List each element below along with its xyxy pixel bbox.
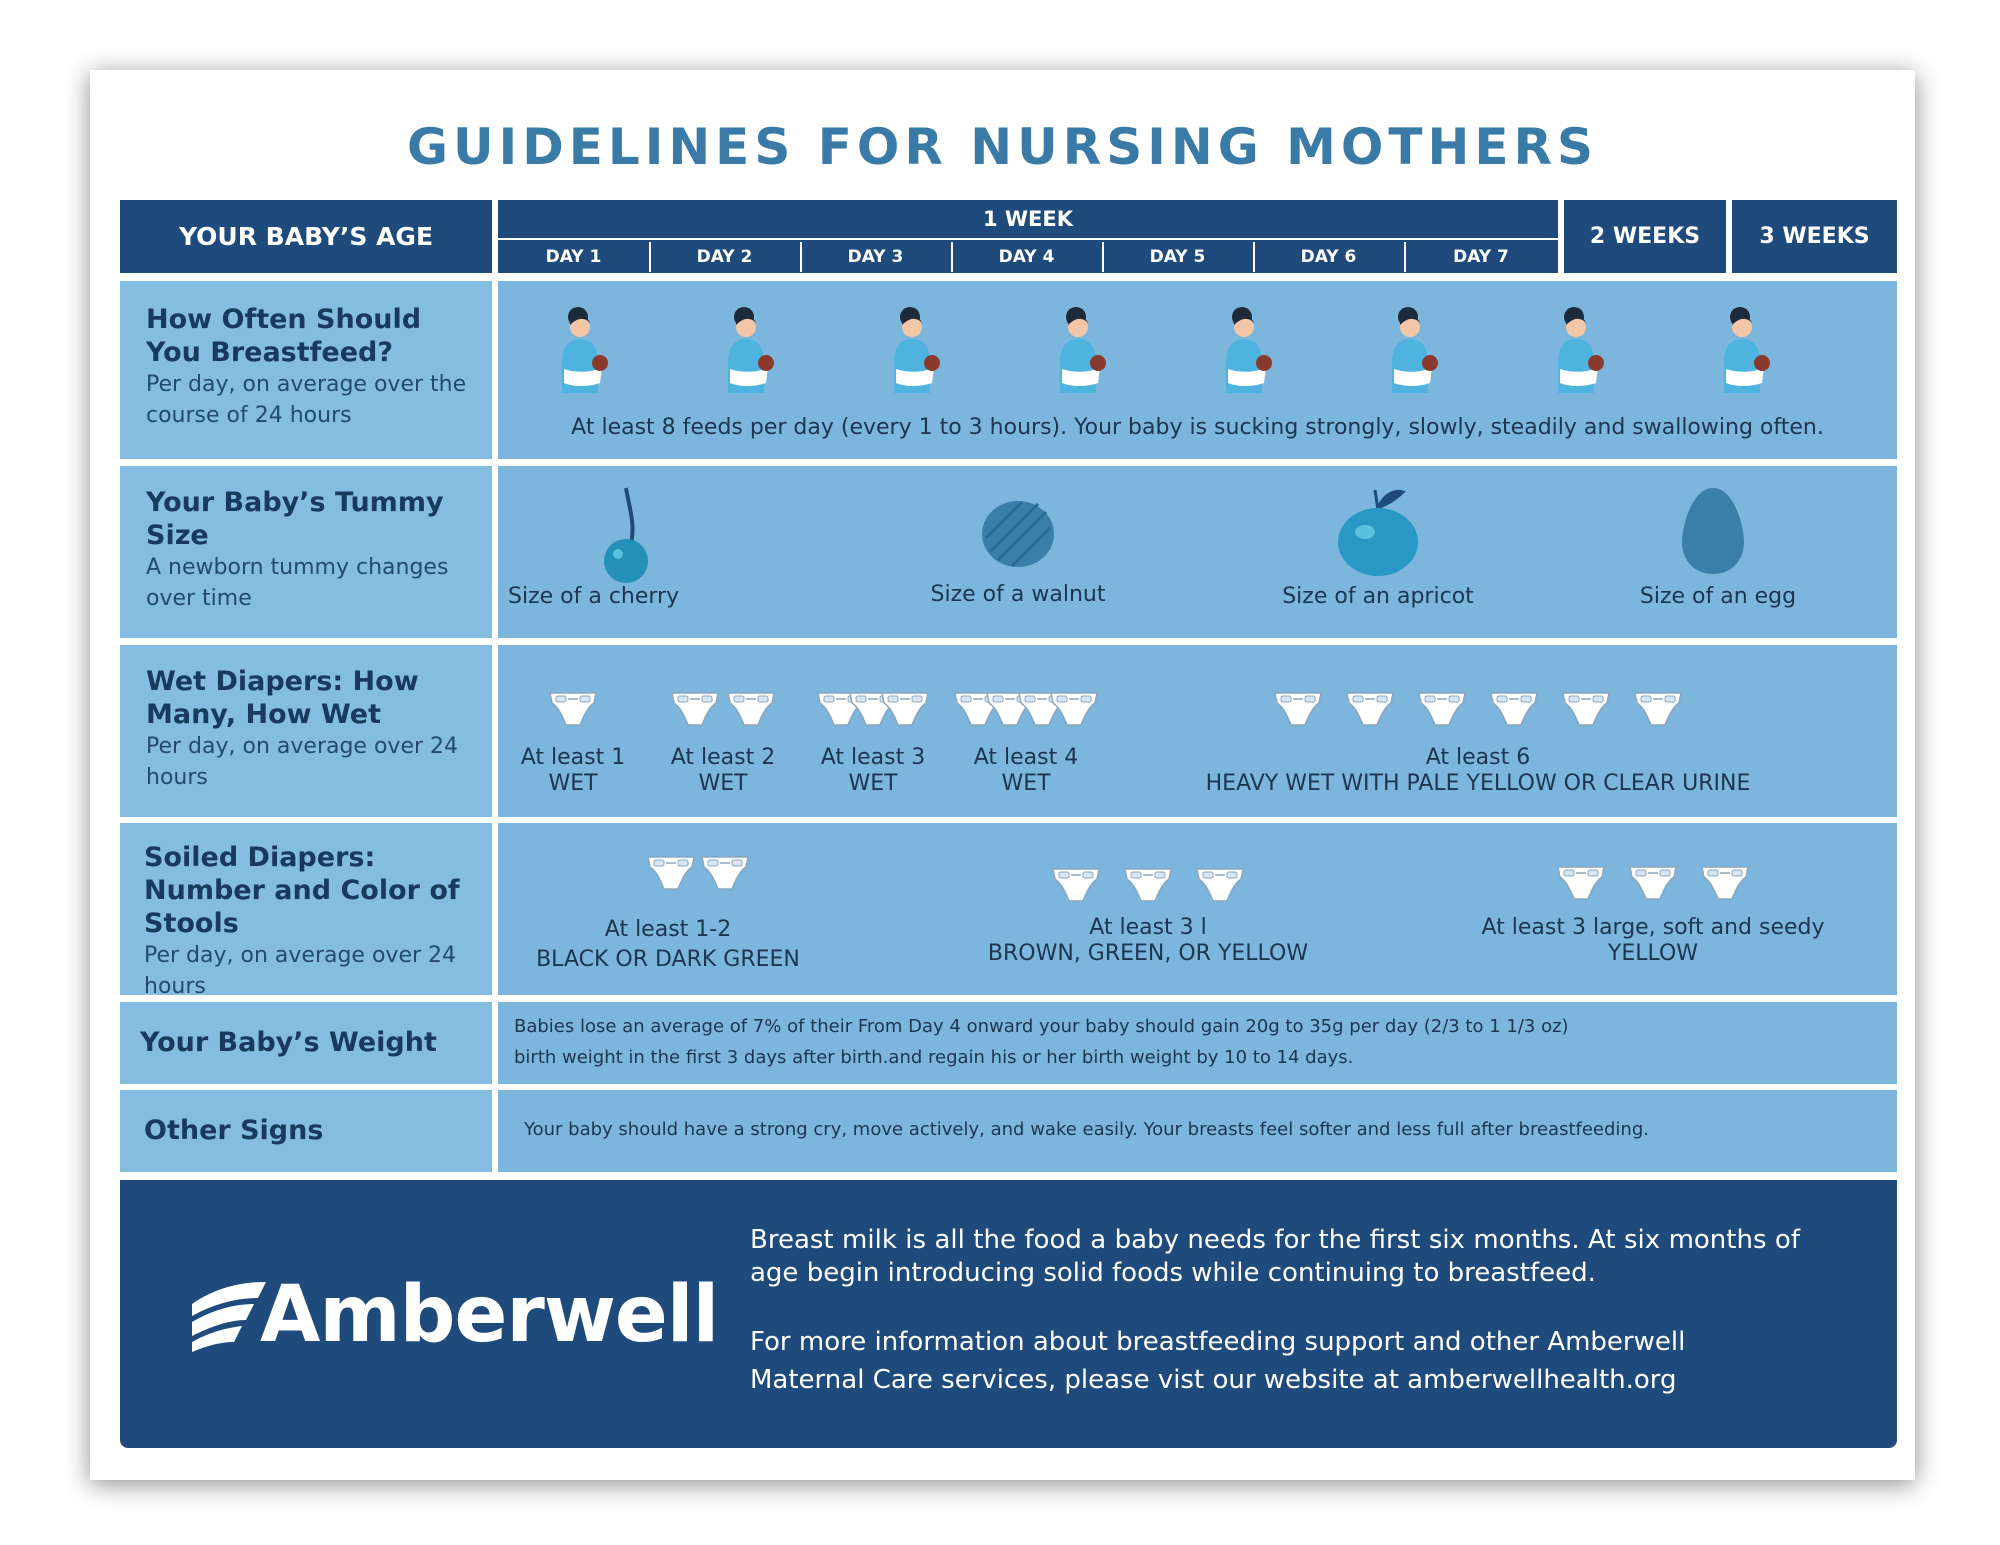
wet-day4-text [956, 745, 1096, 797]
wet-subtitle: Per day, on average over 24 hours [146, 734, 459, 790]
wet-week-text [1138, 745, 1818, 797]
soiled-group3-line2: YELLOW [1607, 941, 1699, 966]
page-title: GUIDELINES FOR NURSING MOTHERS [406, 118, 1599, 176]
week2-header [1564, 200, 1726, 273]
diaper-icon [1489, 687, 1539, 727]
wet-diapers-day3 [803, 687, 943, 731]
wet-day4-line2: WET [1001, 771, 1051, 796]
day-3: DAY 3 [800, 242, 953, 272]
breastfeed-text: At least 8 feeds per day (every 1 to 3 hours). Your baby is sucking strongly, slowly, steadily and swallowing often. [571, 415, 1824, 440]
soiled-diapers-days1-4 [618, 851, 778, 895]
day-2: DAY 2 [649, 242, 802, 272]
day-7: DAY 7 [1453, 247, 1509, 267]
soiled-title: Soiled Diapers: Number and Color of Stools [144, 842, 460, 939]
wet-diapers-day4 [946, 687, 1106, 731]
day-4: DAY 4 [951, 242, 1104, 272]
weight-line1: Babies lose an average of 7% of their From Day 4 onward your baby should gain 20g to 35g per day (2/3 to 1 1/3 oz) [514, 1016, 1569, 1037]
guideline-card [90, 70, 1915, 1480]
soiled-group3-text [1473, 915, 1833, 967]
wet-diapers-day2 [658, 687, 788, 731]
amberwell-logo-text: Amberwell [260, 1270, 719, 1360]
soiled-diapers-days5-7 [1033, 863, 1263, 907]
weight-title: Your Baby’s Weight [140, 1027, 437, 1058]
apricot-icon [1333, 480, 1423, 580]
nursing-mother-icon [1378, 303, 1458, 403]
breastfeed-label-cell [120, 281, 492, 459]
egg-icon [1678, 486, 1748, 576]
diaper-icon [646, 851, 696, 891]
wet-diapers-week [1258, 687, 1698, 731]
breastfeed-subtitle: Per day, on average over the course of 24 hours [146, 372, 467, 428]
wet-title: Wet Diapers: How Many, How Wet [146, 666, 419, 730]
diaper-icon [1417, 687, 1467, 727]
soiled-label-cell [120, 823, 492, 999]
day-6: DAY 6 [1253, 242, 1406, 272]
nursing-mother-icon [1710, 303, 1790, 403]
footer-paragraph-1: Breast milk is all the food a baby needs for the first six months. At six months of age begin introducing solid foods while continuing to breastfeed. [750, 1225, 1800, 1288]
wet-day2-line1: At least 2 [670, 745, 776, 770]
week1-header [498, 200, 1558, 273]
diaper-icon [1273, 687, 1323, 727]
diaper-icon [726, 687, 776, 727]
weight-label-cell [120, 1002, 492, 1084]
nursing-mother-icon [714, 303, 794, 403]
other-text: Your baby should have a strong cry, move actively, and wake easily. Your breasts feel softer and less full after breastfeeding. [524, 1119, 1649, 1140]
diaper-icon [548, 687, 598, 727]
day-strip [498, 242, 1558, 273]
day-5: DAY 5 [1102, 242, 1255, 272]
diaper-icon [1049, 687, 1099, 727]
tummy-content-cell [498, 466, 1897, 638]
week3-label: 3 WEEKS [1759, 224, 1870, 249]
week3-header [1732, 200, 1897, 273]
day-1: DAY 1 [498, 242, 651, 272]
egg-label: Size of an egg [1639, 584, 1797, 609]
diaper-icon [670, 687, 720, 727]
weight-content-cell [498, 1002, 1897, 1084]
amberwell-logo-icon [188, 1276, 268, 1354]
wet-label-cell [120, 645, 492, 817]
soiled-group2-line1: At least 3 l [1089, 915, 1207, 940]
diaper-icon [1556, 861, 1606, 901]
nursing-mother-icon [1046, 303, 1126, 403]
soiled-diapers-weeks [1538, 861, 1768, 905]
wet-day1-text [503, 745, 643, 797]
cherry-label: Size of a cherry [508, 584, 680, 609]
diaper-icon [1123, 863, 1173, 903]
wet-content-cell [498, 645, 1897, 817]
breastfeed-content-cell [498, 281, 1897, 459]
soiled-group1-line1: At least 1-2 [604, 917, 732, 942]
diaper-icon [1051, 863, 1101, 903]
nursing-mother-icon [1212, 303, 1292, 403]
tummy-label-cell [120, 466, 492, 638]
wet-week-line2: HEAVY WET WITH PALE YELLOW OR CLEAR URINE [1205, 771, 1751, 796]
other-label-cell [120, 1090, 492, 1172]
week2-label: 2 WEEKS [1589, 224, 1701, 249]
apricot-label: Size of an apricot [1282, 584, 1474, 609]
age-header-label: YOUR BABY’S AGE [178, 222, 434, 251]
breastfeed-title: How Often Should You Breastfeed? [146, 304, 422, 368]
diaper-icon [1700, 861, 1750, 901]
wet-day3-line1: At least 3 [820, 745, 926, 770]
nursing-mother-icon [880, 303, 960, 403]
diaper-icon [1633, 687, 1683, 727]
wet-day2-text [653, 745, 793, 797]
walnut-icon [978, 494, 1058, 574]
tummy-subtitle: A newborn tummy changes over time [146, 555, 449, 611]
soiled-group3-line1: At least 3 large, soft and seedy [1481, 915, 1825, 940]
wet-day4-line1: At least 4 [973, 745, 1079, 770]
walnut-label: Size of a walnut [930, 582, 1106, 607]
other-title: Other Signs [144, 1115, 324, 1146]
other-content-cell [498, 1090, 1897, 1172]
soiled-group2-line2: BROWN, GREEN, OR YELLOW [987, 941, 1309, 966]
footer-panel [120, 1180, 1897, 1448]
diaper-icon [700, 851, 750, 891]
diaper-icon [1195, 863, 1245, 903]
cherry-icon [596, 486, 656, 586]
diaper-icon [1561, 687, 1611, 727]
soiled-content-cell [498, 823, 1897, 995]
wet-day1-line2: WET [548, 771, 598, 796]
wet-diapers-day1 [538, 687, 608, 731]
wet-day2-line2: WET [698, 771, 748, 796]
soiled-subtitle: Per day, on average over 24 hours [144, 943, 457, 999]
wet-day3-text [803, 745, 943, 797]
diaper-icon [880, 687, 930, 727]
age-header [120, 200, 492, 273]
soiled-group1-line2: BLACK OR DARK GREEN [536, 947, 800, 972]
wet-day1-line1: At least 1 [520, 745, 626, 770]
week1-label: 1 WEEK [498, 200, 1558, 240]
diaper-icon [1628, 861, 1678, 901]
tummy-title: Your Baby’s Tummy Size [146, 487, 444, 551]
footer-paragraph-2: For more information about breastfeeding support and other Amberwell Maternal Care services, please vist our website at amberwellhealth.org [750, 1327, 1686, 1395]
wet-day3-line2: WET [848, 771, 898, 796]
nursing-mother-icon [1544, 303, 1624, 403]
soiled-group1-text [508, 915, 828, 975]
wet-week-line1: At least 6 [1425, 745, 1531, 770]
nursing-mother-icon [548, 303, 628, 403]
soiled-group2-text [978, 915, 1318, 967]
weight-line2: birth weight in the first 3 days after birth.and regain his or her birth weight by 10 to 14 days. [514, 1047, 1354, 1068]
diaper-icon [1345, 687, 1395, 727]
